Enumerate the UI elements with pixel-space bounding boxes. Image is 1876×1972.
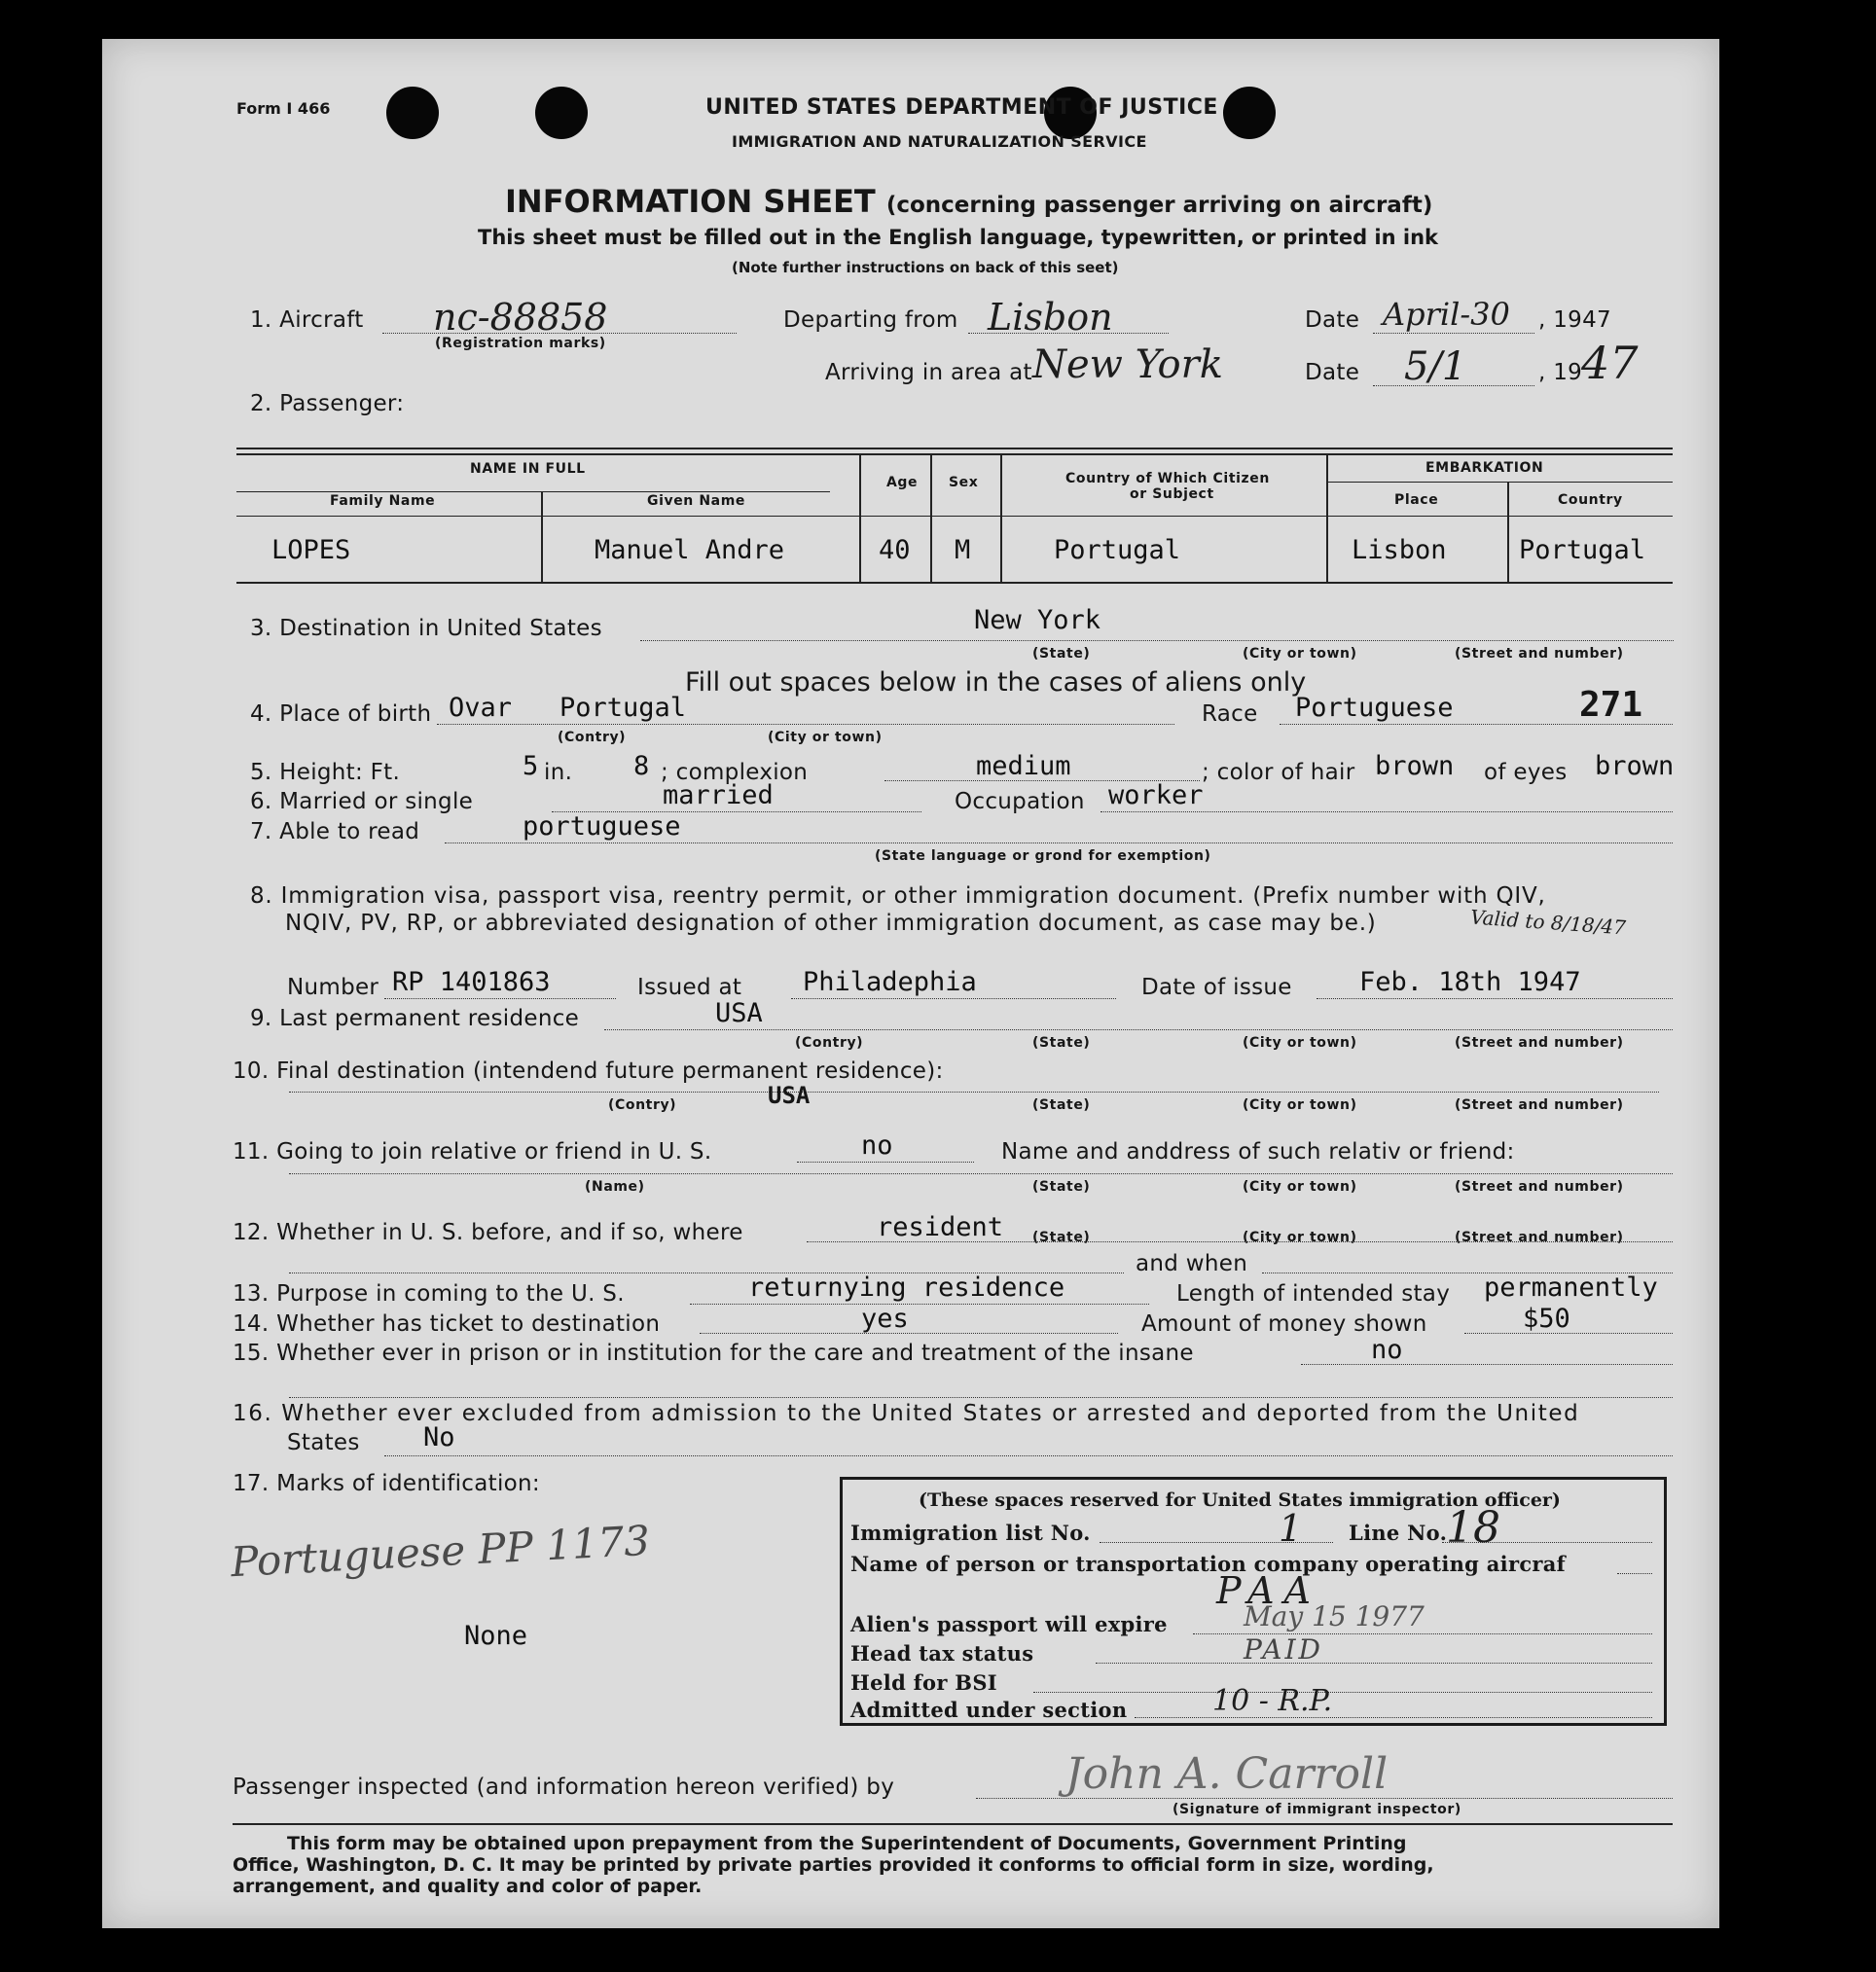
- q13-label: 13. Purpose in coming to the U. S.: [233, 1281, 625, 1307]
- admitted-label: Admitted under section: [850, 1698, 1128, 1722]
- punch-hole: [535, 87, 588, 139]
- q10-value: USA: [768, 1082, 811, 1109]
- q17-handwritten: Portuguese PP 1173: [230, 1516, 652, 1587]
- q12-state-caption: (State): [1032, 1230, 1091, 1245]
- arriving-date-value: 5/1: [1404, 344, 1467, 389]
- q17-label: 17. Marks of identification:: [233, 1471, 540, 1496]
- q10-city-caption: (City or town): [1243, 1097, 1357, 1113]
- passport-expire-value: May 15 1977: [1244, 1600, 1425, 1632]
- departing-year: , 1947: [1538, 307, 1611, 333]
- q10-country-caption: (Contry): [608, 1097, 677, 1113]
- departing-label: Departing from: [783, 307, 958, 333]
- q3-value: New York: [974, 605, 1101, 635]
- company-value: PAA: [1216, 1569, 1320, 1612]
- q12-value: resident: [877, 1212, 1004, 1242]
- arriving-value: New York: [1032, 342, 1223, 387]
- bsi-label: Held for BSI: [850, 1670, 997, 1695]
- departing-date-label: Date: [1305, 307, 1360, 333]
- sex-value: M: [955, 535, 971, 565]
- q10-state-caption: (State): [1032, 1097, 1091, 1113]
- instruction-line: This sheet must be filled out in the English language, typewritten, or printed in ink: [478, 226, 1438, 249]
- q13-value: returnying residence: [748, 1273, 1065, 1303]
- citizen-value: Portugal: [1054, 535, 1181, 565]
- line-no-label: Line No.: [1349, 1521, 1448, 1545]
- q15-label: 15. Whether ever in prison or in institution for the care and treatment of the insane: [233, 1341, 1194, 1366]
- q9-country-caption: (Contry): [795, 1035, 864, 1051]
- q11-name-caption: (Name): [585, 1179, 645, 1195]
- q12-city-caption: (City or town): [1243, 1230, 1357, 1245]
- q16-line2: States: [287, 1430, 360, 1455]
- q14-value: yes: [861, 1304, 909, 1334]
- q4-country-caption: (Contry): [558, 730, 627, 745]
- q10-street-caption: (Street and number): [1455, 1097, 1624, 1113]
- given-name-value: Manuel Andre: [595, 535, 785, 565]
- q11-label: 11. Going to join relative or friend in U. S.: [233, 1139, 712, 1165]
- line-no-value: 18: [1446, 1503, 1500, 1553]
- officer-box-title: (These spaces reserved for United States immigration officer): [919, 1489, 1561, 1511]
- arriving-year-prefix: , 19: [1538, 360, 1583, 385]
- departing-date-value: April-30: [1383, 296, 1510, 333]
- q6-value: married: [663, 780, 774, 810]
- signature-caption: (Signature of immigrant inspector): [1172, 1802, 1461, 1817]
- q7-value: portuguese: [523, 811, 681, 842]
- height-in-value: 8: [633, 751, 650, 781]
- q7-label: 7. Able to read: [250, 819, 420, 844]
- stay-label: Length of intended stay: [1176, 1281, 1451, 1307]
- admitted-value: 10 - R.P.: [1212, 1684, 1333, 1718]
- information-sheet: [102, 39, 1719, 1928]
- page-title: INFORMATION SHEET (concerning passenger arriving on aircraft): [505, 183, 1433, 220]
- q10-label: 10. Final destination (intendend future permanent residence):: [233, 1058, 944, 1084]
- embark-place-value: Lisbon: [1352, 535, 1447, 565]
- q8-line2: NQIV, PV, RP, or abbreviated designation of other immigration document, as case may be.): [285, 911, 1377, 936]
- q4-label: 4. Place of birth: [250, 701, 432, 727]
- head-tax-value: PAID: [1244, 1633, 1323, 1666]
- complexion-label: ; complexion: [661, 760, 809, 785]
- q8-valid-note: Valid to 8/18/47: [1469, 905, 1627, 940]
- head-tax-label: Head tax status: [850, 1641, 1034, 1666]
- service-title: IMMIGRATION AND NATURALIZATION SERVICE: [732, 132, 1147, 151]
- q9-value: USA: [715, 998, 763, 1028]
- sex-header: Sex: [949, 475, 979, 490]
- height-in-label: in.: [544, 760, 573, 785]
- inspected-by-label: Passenger inspected (and information hereon verified) by: [233, 1775, 895, 1800]
- q9-label: 9. Last permanent residence: [250, 1006, 580, 1031]
- instruction-note: (Note further instructions on back of this seet): [732, 259, 1119, 276]
- q12-street-caption: (Street and number): [1455, 1230, 1624, 1245]
- citizen-header-sub: or Subject: [1130, 486, 1214, 502]
- q4-country: Portugal: [559, 693, 687, 723]
- and-when-label: and when: [1136, 1251, 1248, 1276]
- country-header: Country: [1558, 492, 1623, 508]
- company-label: Name of person or transportation company operating aircraf: [850, 1552, 1567, 1576]
- q3-street-caption: (Street and number): [1455, 646, 1624, 662]
- department-title: UNITED STATES DEPARTMENT OF JUSTICE: [705, 95, 1218, 120]
- date-issue-value: Feb. 18th 1947: [1359, 967, 1581, 997]
- name-in-full-header: NAME IN FULL: [470, 461, 586, 477]
- citizen-header: Country of Which Citizen: [1065, 471, 1270, 486]
- number-value: RP 1401863: [392, 967, 551, 997]
- arriving-label: Arriving in area at: [825, 360, 1032, 385]
- q15-value: no: [1371, 1335, 1403, 1365]
- passport-expire-label: Alien's passport will expire: [850, 1612, 1168, 1636]
- q11-street-caption: (Street and number): [1455, 1179, 1624, 1195]
- aliens-only-note: Fill out spaces below in the cases of aliens only: [685, 667, 1307, 698]
- aircraft-label: 1. Aircraft: [250, 307, 364, 333]
- aircraft-value: nc-88858: [433, 296, 608, 339]
- punch-hole: [1223, 87, 1276, 139]
- q9-state-caption: (State): [1032, 1035, 1091, 1051]
- inspector-signature: John A. Carroll: [1065, 1749, 1389, 1799]
- issued-at-value: Philadephia: [803, 967, 977, 997]
- officer-box: [840, 1477, 1667, 1726]
- embarkation-header: EMBARKATION: [1425, 460, 1544, 476]
- immigration-list-value: 1: [1279, 1507, 1303, 1550]
- occupation-value: worker: [1108, 780, 1204, 810]
- footer-line-1: This form may be obtained upon prepayment from the Superintendent of Documents, Government Printing: [287, 1833, 1407, 1854]
- age-value: 40: [879, 535, 911, 565]
- q11-city-caption: (City or town): [1243, 1179, 1357, 1195]
- passenger-label: 2. Passenger:: [250, 391, 405, 416]
- age-header: Age: [886, 475, 919, 490]
- q5-label: 5. Height: Ft.: [250, 760, 401, 785]
- hair-value: brown: [1375, 751, 1455, 781]
- date-issue-label: Date of issue: [1141, 975, 1292, 1000]
- q6-label: 6. Married or single: [250, 789, 474, 814]
- arriving-year-hand: 47: [1581, 337, 1639, 389]
- hair-label: ; color of hair: [1202, 760, 1355, 785]
- race-code: 271: [1579, 685, 1643, 725]
- place-header: Place: [1394, 492, 1439, 508]
- money-value: $50: [1523, 1304, 1570, 1334]
- q9-street-caption: (Street and number): [1455, 1035, 1624, 1051]
- q16-value: No: [423, 1422, 455, 1452]
- family-name-header: Family Name: [330, 493, 436, 509]
- q4-city-caption: (City or town): [768, 730, 883, 745]
- q17-value: None: [464, 1621, 528, 1651]
- immigration-list-label: Immigration list No.: [850, 1521, 1091, 1545]
- q11-value: no: [861, 1130, 893, 1161]
- registration-caption: (Registration marks): [435, 336, 606, 351]
- q3-city-caption: (City or town): [1243, 646, 1357, 662]
- q16-line1: 16. Whether ever excluded from admission to the United States or arrested and deported from the United: [233, 1401, 1580, 1426]
- race-label: Race: [1202, 701, 1258, 727]
- money-label: Amount of money shown: [1141, 1311, 1427, 1337]
- punch-hole: [386, 87, 439, 139]
- q11-state-caption: (State): [1032, 1179, 1091, 1195]
- arriving-date-label: Date: [1305, 360, 1360, 385]
- family-name-value: LOPES: [271, 535, 351, 565]
- issued-at-label: Issued at: [637, 975, 742, 1000]
- q4-city: Ovar: [449, 693, 513, 723]
- footer-line-3: arrangement, and quality and color of paper.: [233, 1876, 703, 1897]
- height-ft-value: 5: [523, 751, 539, 781]
- given-name-header: Given Name: [647, 493, 745, 509]
- q12-label: 12. Whether in U. S. before, and if so, where: [233, 1220, 743, 1245]
- race-value: Portuguese: [1295, 693, 1454, 723]
- occupation-label: Occupation: [955, 789, 1085, 814]
- departing-value: Lisbon: [988, 296, 1113, 339]
- q3-state-caption: (State): [1032, 646, 1091, 662]
- form-number: Form I 466: [236, 99, 331, 118]
- stay-value: permanently: [1484, 1273, 1658, 1303]
- eyes-value: brown: [1595, 751, 1675, 781]
- q8-line1: 8. Immigration visa, passport visa, reentry permit, or other immigration document. (Prefix number with QIV,: [250, 883, 1546, 909]
- q7-caption: (State language or grond for exemption): [875, 848, 1211, 864]
- complexion-value: medium: [976, 751, 1071, 781]
- q11-name-label: Name and anddress of such relativ or friend:: [1001, 1139, 1515, 1165]
- embark-country-value: Portugal: [1519, 535, 1646, 565]
- q9-city-caption: (City or town): [1243, 1035, 1357, 1051]
- footer-line-2: Office, Washington, D. C. It may be printed by private parties provided it conforms to official form in size, wording,: [233, 1854, 1434, 1876]
- number-label: Number: [287, 975, 379, 1000]
- q14-label: 14. Whether has ticket to destination: [233, 1311, 661, 1337]
- q3-label: 3. Destination in United States: [250, 616, 602, 641]
- eyes-label: of eyes: [1484, 760, 1568, 785]
